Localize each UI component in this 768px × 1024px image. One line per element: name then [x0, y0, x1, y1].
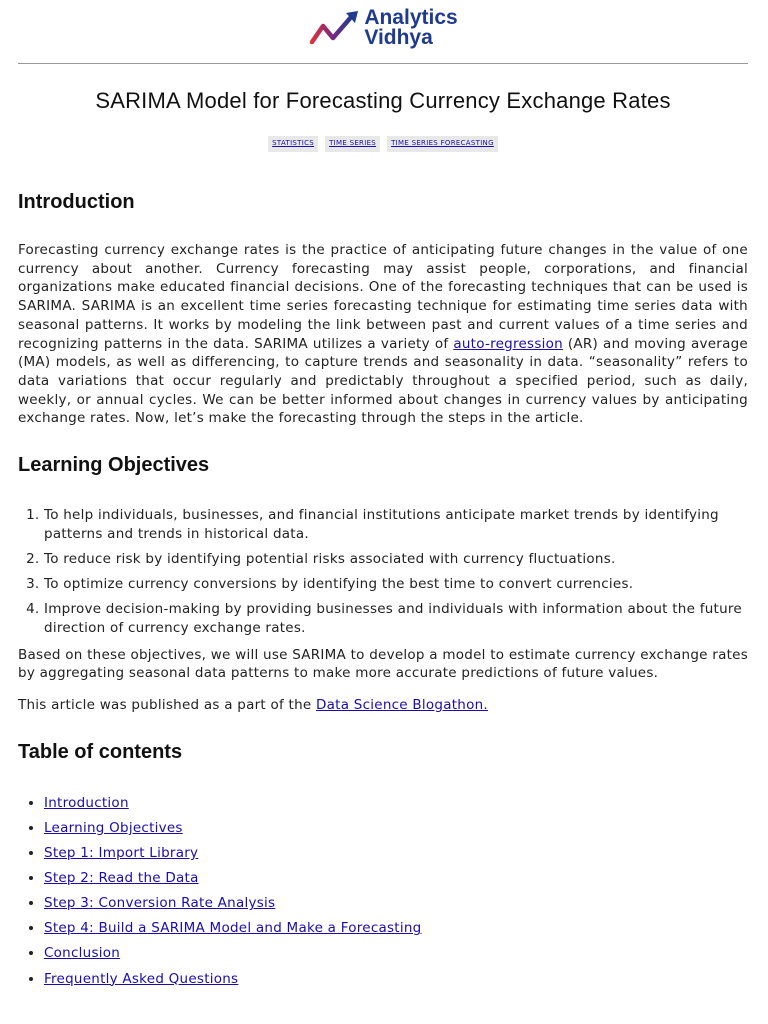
section-heading-introduction: Introduction — [18, 191, 135, 213]
section-heading-table-of-contents: Table of contents — [18, 740, 183, 763]
list-item: 3. To optimize currency conversions by identifying the best time to convert currencies. — [44, 575, 748, 594]
logo-wordmark — [364, 5, 458, 49]
toc-item — [44, 844, 748, 863]
tag-statistics[interactable] — [268, 136, 318, 152]
tag-time-series-forecasting[interactable] — [387, 136, 498, 152]
site-header — [18, 0, 748, 64]
objectives-summary-paragraph: Based on these objectives, we will use SARIMA to develop a model to estimate currency exchange rates by aggregating seasonal data patterns to make more accurate predictions of future values. — [18, 646, 748, 682]
toc-link-learning-objectives[interactable]: Learning Objectives — [44, 819, 183, 836]
analytics-vidhya-logo[interactable] — [308, 5, 458, 49]
list-item: 2. To reduce risk by identifying potential risks associated with currency fluctuations. — [44, 550, 748, 569]
toc-item — [44, 819, 748, 838]
tag-link[interactable]: TIME SERIES — [329, 139, 377, 147]
toc-link-step-1[interactable]: Step 1: Import Library — [44, 845, 199, 862]
toc-link-faq[interactable]: Frequently Asked Questions — [44, 970, 239, 987]
toc-item — [44, 970, 748, 989]
tag-link[interactable]: STATISTICS — [272, 139, 315, 147]
toc-item — [44, 869, 748, 888]
logo-line-1: Analytics — [364, 5, 458, 29]
auto-regression-link[interactable]: auto-regression — [453, 335, 563, 352]
toc-item — [44, 894, 748, 913]
table-of-contents-list — [18, 794, 748, 988]
article-page — [18, 0, 748, 988]
toc-link-step-3[interactable]: Step 3: Conversion Rate Analysis — [44, 895, 276, 912]
learning-objectives-list — [18, 506, 748, 638]
intro-text-part-1: Forecasting currency exchange rates is the practice of anticipating future changes in the value of one currency about another. Currency forecasting may assist people, corporations, and financial organizations make educated financial decisions. One of the forecasting techniques that can be used is SARIMA. SARIMA is an excellent time series forecasting technique for estimating time series data with seasonal patterns. It works by modeling the link between past and current values of a time series and recognizing patterns in the data. SARIMA utilizes a variety of — [18, 242, 748, 352]
blogathon-prefix: This article was published as a part of the — [18, 697, 316, 714]
toc-link-introduction[interactable]: Introduction — [44, 794, 129, 811]
toc-link-step-4[interactable]: Step 4: Build a SARIMA Model and Make a Forecasting — [44, 920, 422, 937]
section-heading-learning-objectives: Learning Objectives — [18, 454, 210, 477]
blogathon-link[interactable]: Data Science Blogathon. — [316, 697, 488, 714]
toc-item — [44, 794, 748, 813]
logo-line-2: Vidhya — [364, 25, 433, 49]
list-item: 1. To help individuals, businesses, and financial institutions anticipate market trends by identifying patterns and trends in historical data. — [44, 506, 748, 543]
intro-text-part-2: (AR) and moving average (MA) models, as well as differencing, to capture trends and seasonality in data. “seasonality” refers to data variations that occur regularly and predictably throughout a specified period, such as daily, weekly, or annual cycles. We can be better informed about changes in currency values by anticipating exchange rates. Now, let’s make the forecasting through the steps in the article. — [18, 335, 748, 427]
toc-item — [44, 944, 748, 963]
list-item: 4. Improve decision-making by providing businesses and individuals with information about the future direction of currency exchange rates. — [44, 600, 748, 637]
toc-link-step-2[interactable]: Step 2: Read the Data — [44, 870, 199, 887]
tag-list — [18, 136, 748, 152]
tag-time-series[interactable] — [325, 136, 380, 152]
toc-link-conclusion[interactable]: Conclusion — [44, 945, 121, 962]
trend-chart-icon — [308, 8, 360, 48]
introduction-paragraph — [18, 241, 748, 428]
tag-link[interactable]: TIME SERIES FORECASTING — [391, 139, 494, 147]
article-title: SARIMA Model for Forecasting Currency Exchange Rates — [95, 88, 671, 113]
toc-item — [44, 919, 748, 938]
blogathon-note — [18, 696, 748, 715]
